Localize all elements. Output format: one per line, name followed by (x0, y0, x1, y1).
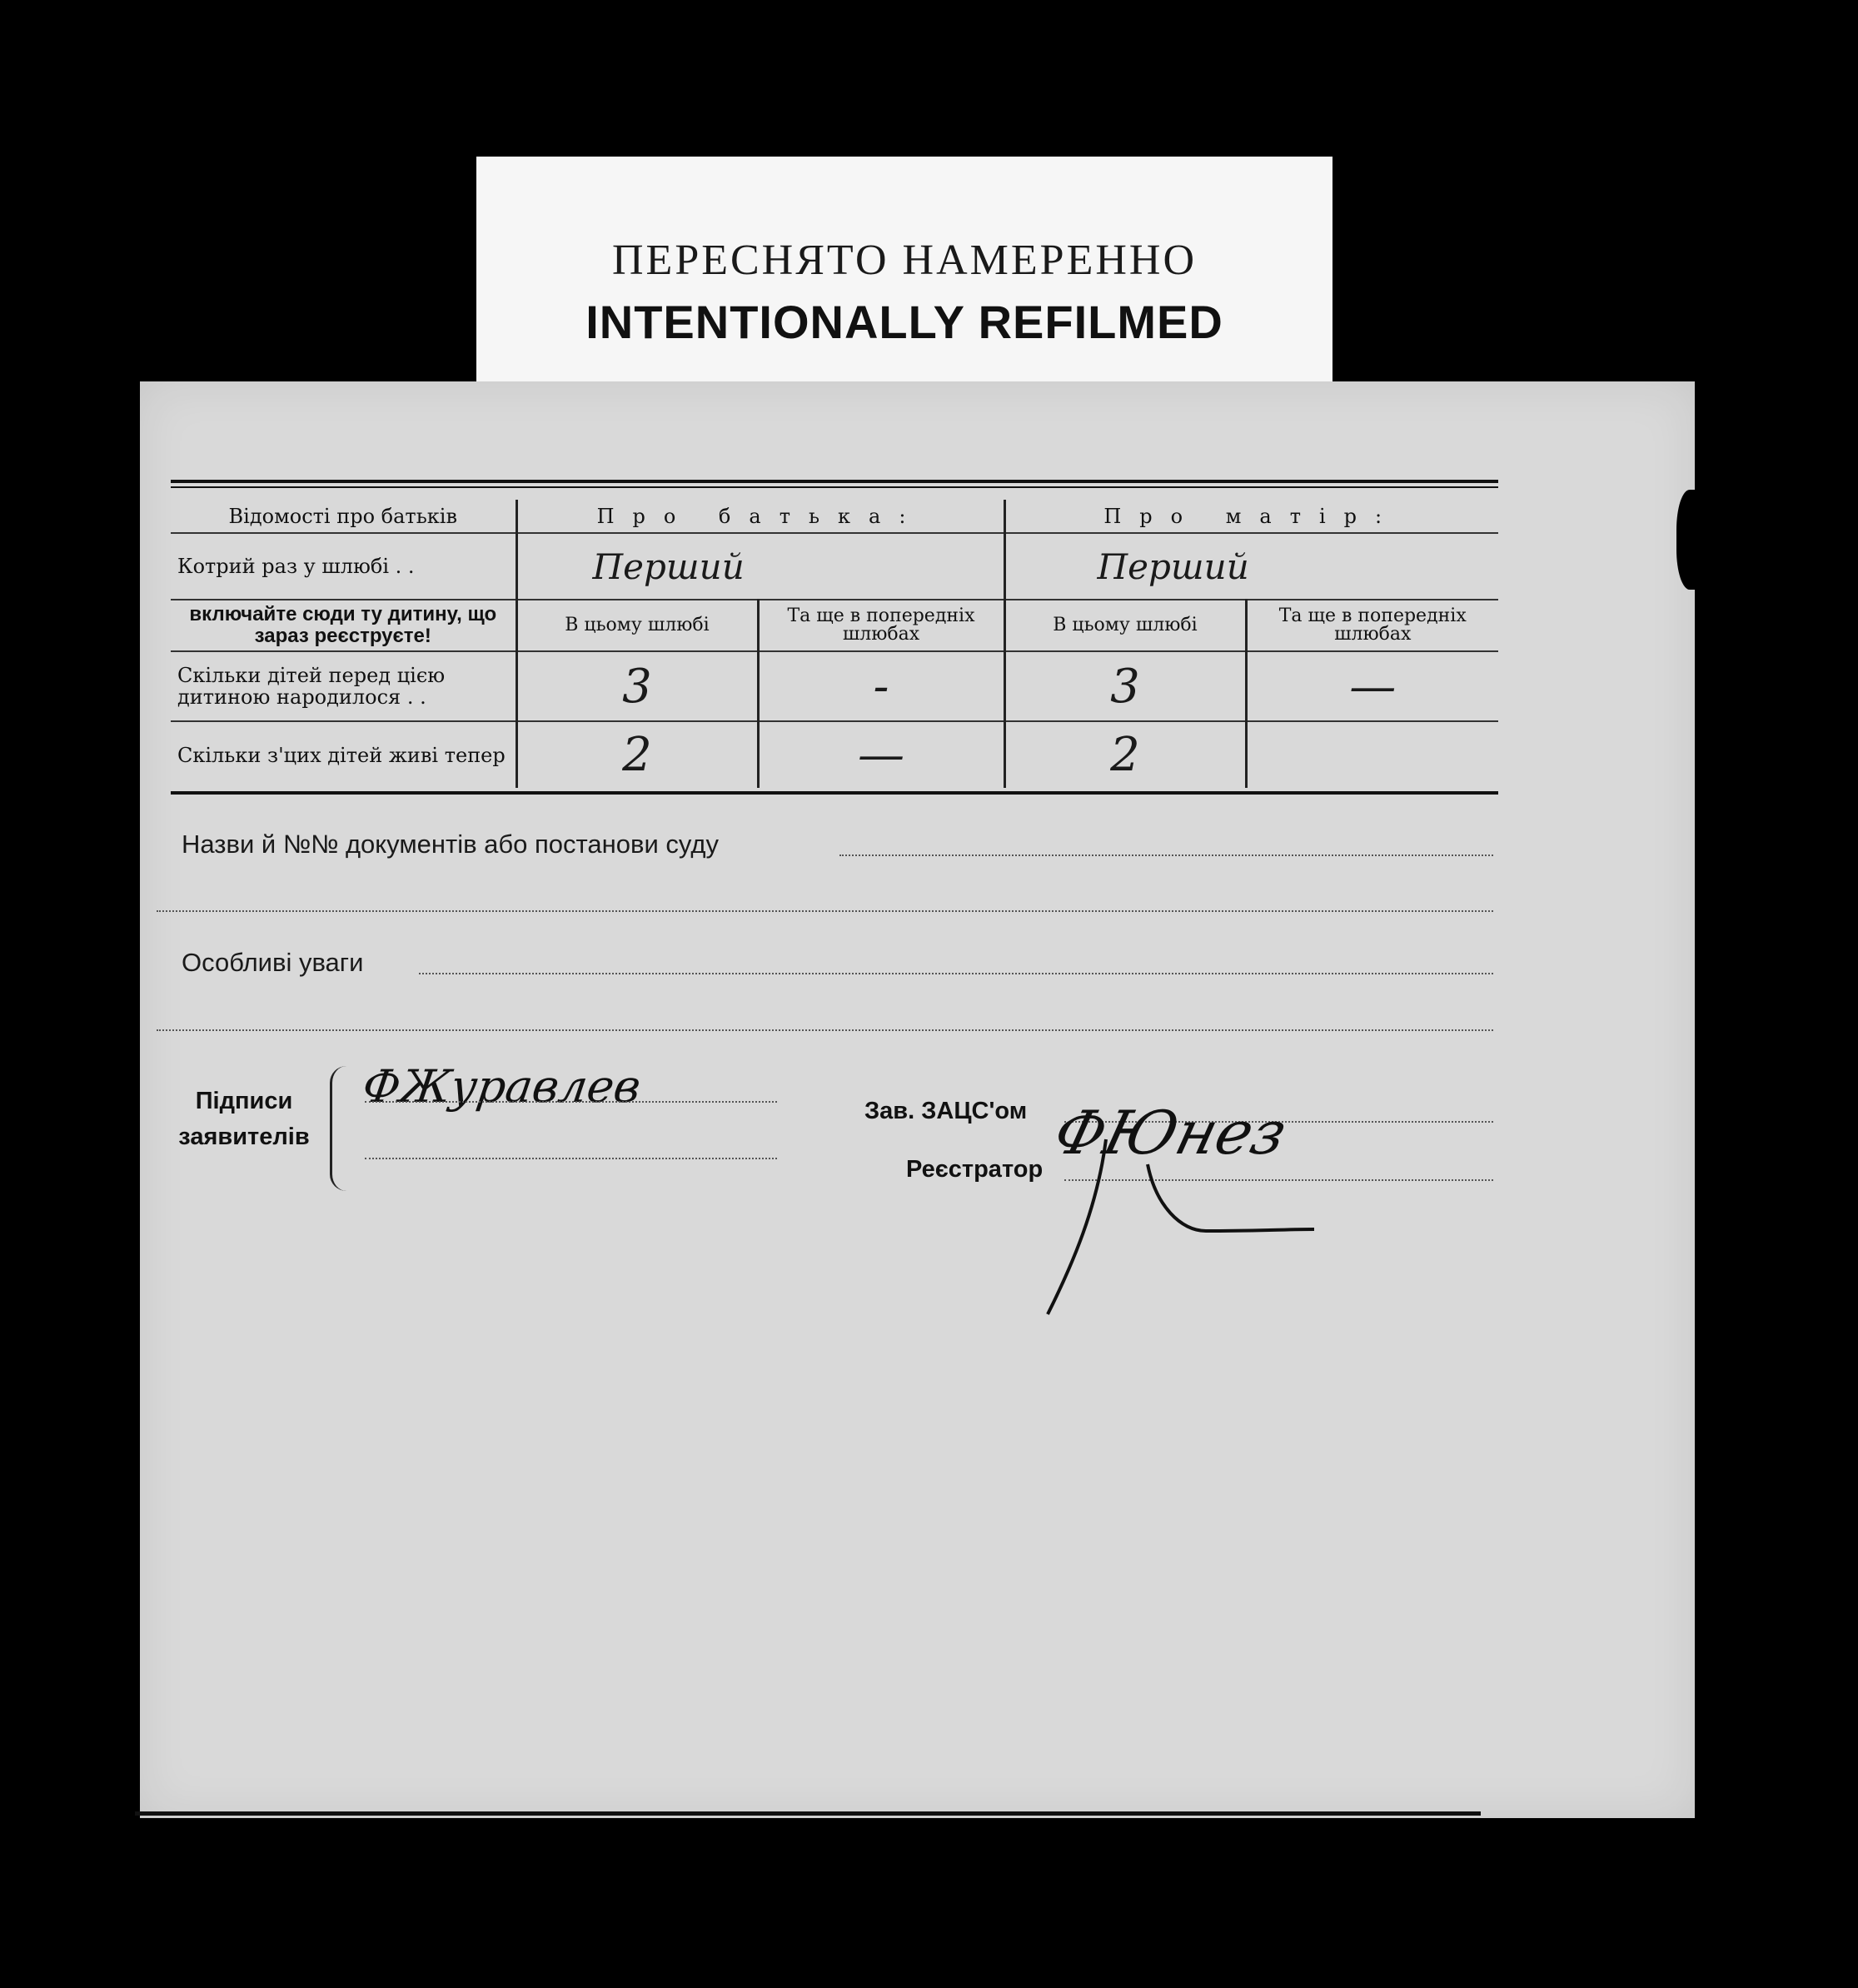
father-children-alive-current: 2 (516, 721, 758, 788)
children-alive-label: Скільки з'цих дітей живі тепер (171, 721, 516, 788)
father-children-born-previous: - (758, 651, 1004, 721)
refilm-notice-slip (476, 157, 1332, 406)
mother-marriage-count: Перший (1097, 546, 1249, 587)
header-mother: Про матір: (1103, 504, 1401, 528)
mother-children-alive-current: 2 (1004, 721, 1246, 788)
registrar-signature-flourish (1039, 1106, 1456, 1323)
applicant-signature-line-1 (365, 1101, 777, 1103)
documents-label: Назви й №№ документів або постанови суду (182, 830, 719, 859)
registrar-signature: ФЮнез (1047, 1098, 1294, 1168)
father-children-born-current: 3 (516, 651, 758, 721)
applicants-label-line-2: заявителів (178, 1124, 310, 1150)
torn-edge (1676, 490, 1710, 590)
header-label: Відомості про батьків (171, 500, 516, 533)
applicant-signature-line-2 (365, 1158, 777, 1159)
table-bottom-rule (171, 791, 1498, 795)
marriage-count-label: Котрий раз у шлюбі . . (171, 533, 516, 600)
parents-info-table (171, 500, 1498, 788)
mother-children-born-previous: — (1349, 659, 1397, 714)
documents-line-2 (157, 910, 1493, 912)
table-top-rule (171, 480, 1498, 488)
notes-line-2 (157, 1029, 1493, 1031)
father-marriage-count: Перший (516, 533, 1004, 600)
header-father: Про батька: (516, 500, 1004, 533)
page-bottom-rule (135, 1811, 1481, 1816)
mother-previous-marriages-header: Та ще в попередніх шлюбах (1278, 605, 1467, 645)
notes-label: Особливі уваги (182, 948, 364, 977)
registry-form-page (140, 381, 1695, 1818)
children-born-label: Скільки дітей перед цією дитиною народилося . . (171, 651, 516, 721)
applicant-signature: ФЖуравлев (359, 1060, 645, 1113)
children-include-note: включайте сюди ту дитину, що зараз реєструєте! (171, 600, 516, 651)
registrar-label: Реєстратор (906, 1156, 1044, 1183)
documents-line-1 (839, 854, 1493, 856)
father-current-marriage-header: В цьому шлюбі (516, 600, 758, 651)
notes-line-1 (419, 973, 1493, 974)
mother-current-marriage-header: В цьому шлюбі (1004, 600, 1246, 651)
mother-children-alive-previous (1246, 721, 1498, 788)
father-children-alive-previous: — (758, 721, 1004, 788)
refilm-notice-ru: ПЕРЕСНЯТО НАМЕРЕННО (612, 237, 1197, 284)
applicants-label-line-1: Підписи (195, 1088, 293, 1114)
head-label: Зав. ЗАЦС'ом (864, 1098, 1028, 1124)
father-previous-marriages-header: Та ще в попередніх шлюбах (758, 600, 1004, 651)
applicants-signature-label (165, 1088, 323, 1151)
mother-children-born-current: 3 (1004, 651, 1246, 721)
refilm-notice-en: INTENTIONALLY REFILMED (585, 296, 1223, 348)
applicants-brace (330, 1066, 347, 1191)
